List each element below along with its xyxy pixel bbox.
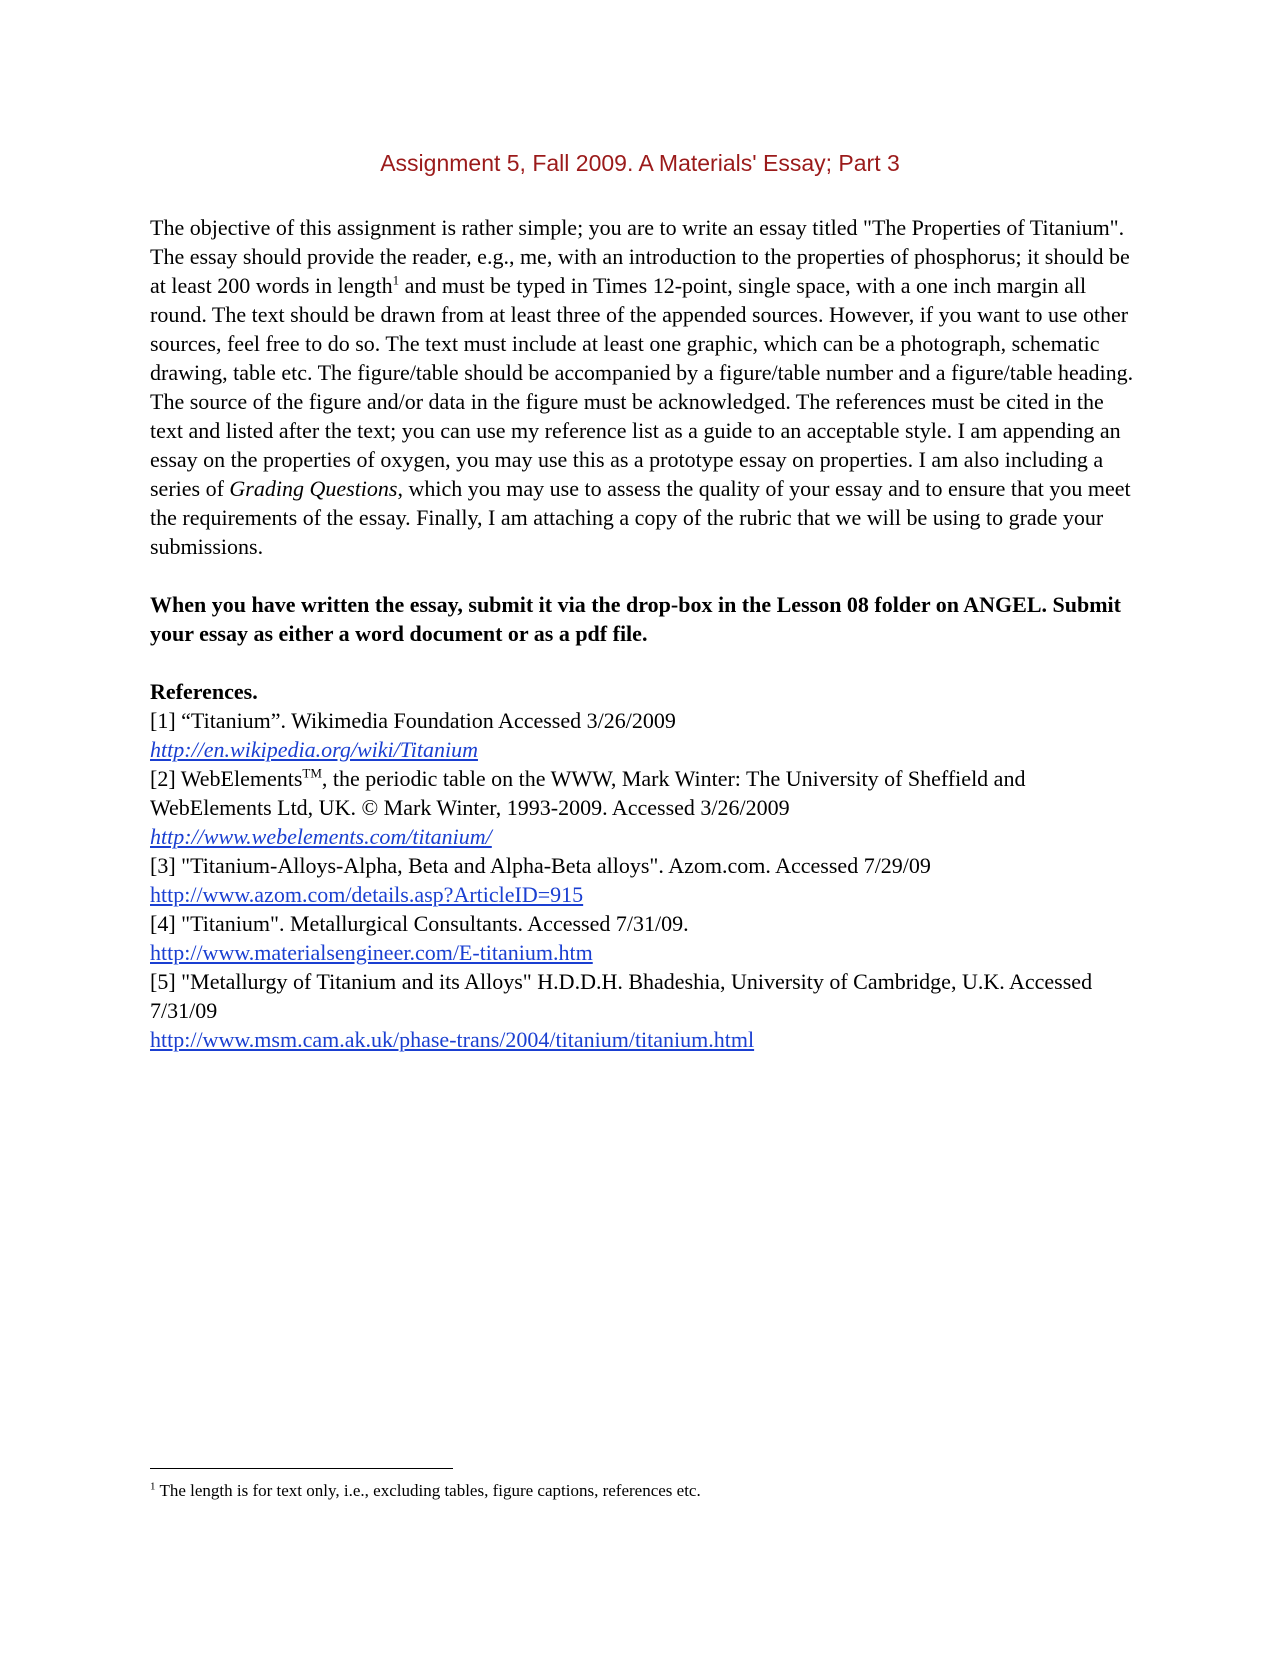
reference-1-link[interactable]: http://en.wikipedia.org/wiki/Titanium [150, 737, 478, 762]
footnote-mark: 1 [150, 1480, 156, 1493]
reference-5: [5] "Metallurgy of Titanium and its Alloys" H.D.D.H. Bhadeshia, University of Cambridge, U.K. Accessed 7/31/09 [150, 969, 1093, 1023]
trademark-mark: TM [302, 765, 322, 781]
intro-text-3: , which you may use to assess the quality of your essay and to ensure that you meet the requirements of the essay. Finally, I am attaching a copy of the rubric that we will be using to grade your submissions. [150, 476, 1131, 559]
reference-3-link[interactable]: http://www.azom.com/details.asp?ArticleID=915 [150, 882, 584, 907]
intro-text-2: and must be typed in Times 12-point, single space, with a one inch margin all round. The text should be drawn from at least three of the appended sources. However, if you want to use other sources, feel free to do so. The text must include at least one graphic, which can be a photograph, schematic drawing, table etc. The figure/table should be accompanied by a figure/table number and a figure/table heading. The source of the figure and/or data in the figure must be acknowledged. The references must be cited in the text and listed after the text; you can use my reference list as a guide to an acceptable style. I am appending an essay on the properties of oxygen, you may use this as a prototype essay on properties. I am also including a series of [150, 273, 1134, 501]
reference-2 [150, 764, 1135, 822]
footnote-text: The length is for text only, i.e., excluding tables, figure captions, references etc. [155, 1481, 701, 1500]
footnote-divider [150, 1468, 453, 1469]
reference-2-text-a: [2] WebElements [150, 766, 303, 791]
reference-4-link[interactable]: http://www.materialsengineer.com/E-titanium.htm [150, 940, 593, 965]
document-body [150, 213, 1135, 1054]
footnote-reference: 1 [392, 272, 400, 288]
reference-2-text-b: , the periodic table on the WWW, Mark Winter: The University of Sheffield and WebElements Ltd, UK. © Mark Winter, 1993-2009. Accessed 3/26/2009 [150, 766, 1026, 820]
references-heading: References. [150, 679, 258, 704]
reference-3: [3] "Titanium-Alloys-Alpha, Beta and Alpha-Beta alloys". Azom.com. Accessed 7/29/09 [150, 853, 931, 878]
reference-1: [1] “Titanium”. Wikimedia Foundation Accessed 3/26/2009 [150, 708, 676, 733]
reference-4: [4] "Titanium". Metallurgical Consultants. Accessed 7/31/09. [150, 911, 689, 936]
reference-2-link[interactable]: http://www.webelements.com/titanium/ [150, 824, 492, 849]
footnote [150, 1480, 1135, 1502]
submission-note: When you have written the essay, submit it via the drop-box in the Lesson 08 folder on ANGEL. Submit your essay as either a word document or as a pdf file. [150, 592, 1121, 646]
intro-text-1: The objective of this assignment is rather simple; you are to write an essay titled "The Properties of Titanium". The essay should provide the reader, e.g., me, with an introduction to the properties of phosphorus; it should be at least 200 words in length [150, 215, 1130, 298]
reference-5-link[interactable]: http://www.msm.cam.ak.uk/phase-trans/2004/titanium/titanium.html [150, 1027, 755, 1052]
grading-questions-emphasis: Grading Questions [229, 476, 398, 501]
intro-paragraph [150, 213, 1135, 561]
document-title: Assignment 5, Fall 2009. A Materials' Essay; Part 3 [380, 150, 900, 176]
